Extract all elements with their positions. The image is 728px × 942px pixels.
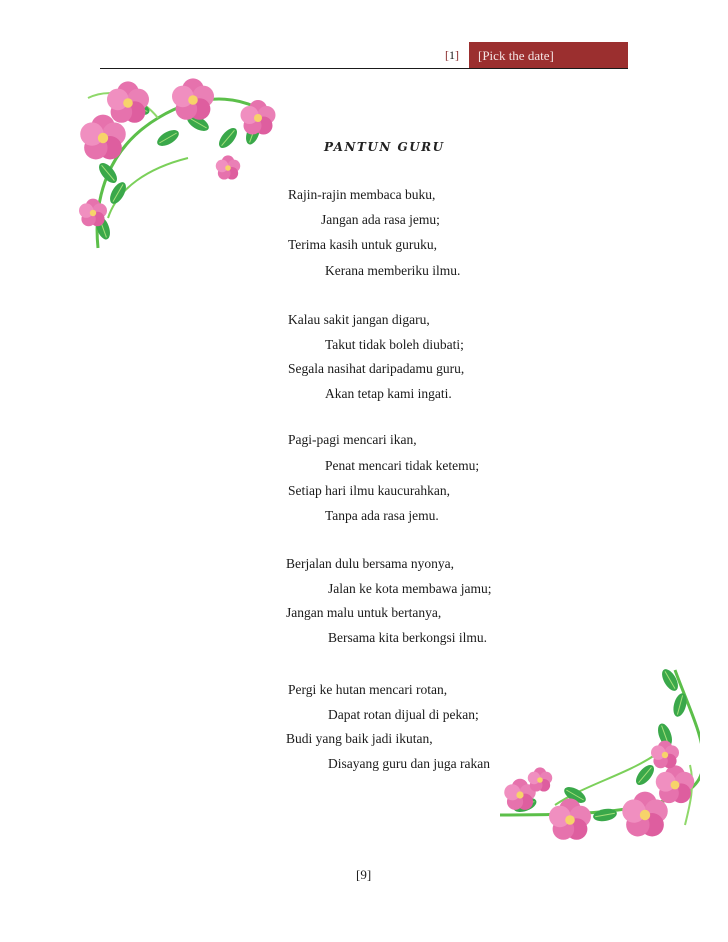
poem-line: Dapat rotan dijual di pekan; (328, 707, 479, 722)
poem-line: Pagi-pagi mencari ikan, (288, 432, 417, 447)
header-page-number (445, 48, 459, 63)
poem-line: Kalau sakit jangan digaru, (288, 312, 430, 327)
date-picker-field[interactable]: [Pick the date] (469, 42, 628, 69)
poem-line: Disayang guru dan juga rakan (328, 756, 490, 771)
poem-line: Rajin-rajin membaca buku, (288, 187, 436, 202)
poem-line: Tanpa ada rasa jemu. (325, 508, 439, 523)
poem-line: Jangan malu untuk bertanya, (286, 605, 442, 620)
poem-line: Setiap hari ilmu kaucurahkan, (288, 483, 450, 498)
poem-line: Jalan ke kota membawa jamu; (328, 581, 492, 596)
floral-corner-top-left-icon (78, 78, 278, 268)
poem-line: Berjalan dulu bersama nyonya, (286, 556, 454, 571)
poem-title: PANTUN GURU (324, 140, 445, 154)
poem-line: Terima kasih untuk guruku, (288, 237, 438, 252)
poem-line: Takut tidak boleh diubati; (325, 337, 464, 352)
poem-line: Segala nasihat daripadamu guru, (288, 361, 465, 376)
footer-page-number: [9] (356, 867, 372, 882)
header-bracket-open: [ (445, 48, 449, 62)
poem-line: Akan tetap kami ingati. (325, 386, 452, 401)
poem-line: Budi yang baik jadi ikutan, (286, 731, 433, 746)
floral-corner-bottom-right-icon (495, 665, 700, 850)
poem-line: Pergi ke hutan mencari rotan, (288, 682, 448, 697)
poem-line: Penat mencari tidak ketemu; (325, 458, 480, 473)
header-bracket-close: ] (455, 48, 459, 62)
poem-line: Kerana memberiku ilmu. (325, 263, 461, 278)
header-page-number-value: 1 (449, 48, 455, 62)
header-divider (100, 68, 628, 69)
poem-line: Jangan ada rasa jemu; (321, 212, 440, 227)
poem-line: Bersama kita berkongsi ilmu. (328, 630, 487, 645)
